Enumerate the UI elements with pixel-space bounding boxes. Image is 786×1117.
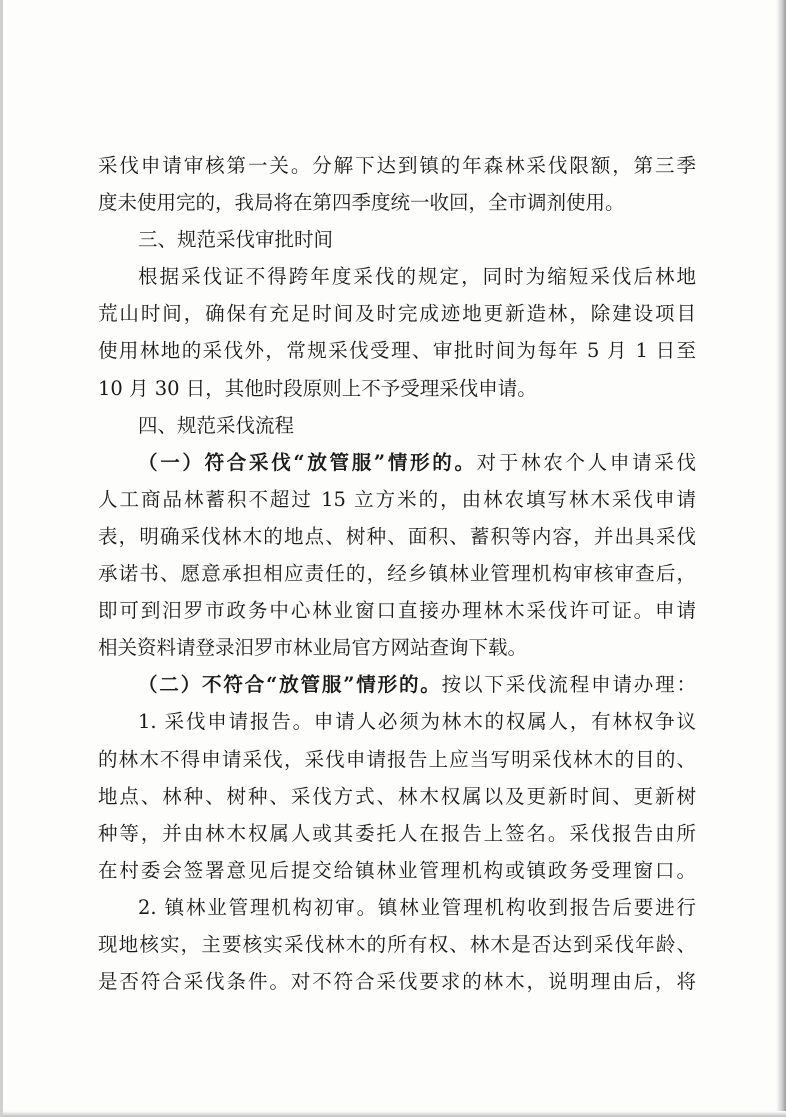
paragraph-line-16: 1. 采伐申请报告。申请人必须为林木的权属人，有林权争议 bbox=[138, 710, 696, 734]
paragraph-line-5: 荒山时间，确保有充足时间及时完成迹地更新造林，除建设项目 bbox=[98, 302, 696, 326]
subsection-text-1: 对于林农个人申请采伐 bbox=[476, 450, 696, 474]
paragraph-line-13: 即可到汨罗市政务中心林业窗口直接办理林木采伐许可证。申请 bbox=[98, 599, 696, 623]
subsection-line-2 bbox=[98, 666, 696, 703]
paragraph-line-1: 采伐申请审核第一关。分解下达到镇的年森林采伐限额，第三季 bbox=[98, 154, 696, 177]
paragraph-line-11: 表，明确采伐林木的地点、树种、面积、蓄积等内容，并出具采伐 bbox=[98, 524, 696, 548]
subsection-heading-2: （二）不符合“放管服”情形的。 bbox=[138, 673, 442, 697]
subsection-heading-1: （一）符合采伐“放管服”情形的。 bbox=[138, 450, 477, 474]
paragraph-line-12: 承诺书、愿意承担相应责任的，经乡镇林业管理机构审核审查后， bbox=[98, 562, 696, 586]
subsection-line-1 bbox=[98, 444, 696, 481]
paragraph-line-10: 人工商品林蓄积不超过 15 立方米的，由林农填写林木采伐申请 bbox=[98, 487, 696, 511]
paragraph-line-7: 10 月 30 日，其他时段原则上不予受理采伐申请。 bbox=[98, 376, 537, 400]
subsection-text-2: 按以下采伐流程申请办理： bbox=[441, 673, 696, 697]
paragraph-line-17: 的林木不得申请采伐，采伐申请报告上应当写明采伐林木的目的、 bbox=[98, 747, 696, 771]
section-heading-4: 四、规范采伐流程 bbox=[138, 413, 295, 437]
paragraph-line-21: 2. 镇林业管理机构初审。镇林业管理机构收到报告后要进行 bbox=[138, 895, 696, 919]
paragraph-line-20: 在村委会签署意见后提交给镇林业管理机构或镇政务受理窗口。 bbox=[98, 858, 696, 882]
document-body bbox=[98, 147, 696, 1000]
scan-right-edge bbox=[776, 0, 786, 1117]
paragraph-line-4: 根据采伐证不得跨年度采伐的规定，同时为缩短采伐后林地 bbox=[138, 265, 696, 289]
paragraph-line-6: 使用林地的采伐外，常规采伐受理、审批时间为每年 5 月 1 日至 bbox=[98, 339, 696, 363]
paragraph-line-18: 地点、林种、树种、采伐方式、林木权属以及更新时间、更新树 bbox=[98, 784, 696, 808]
scan-bottom-edge bbox=[3, 1111, 786, 1117]
paragraph-line-14: 相关资料请登录汨罗市林业局官方网站查询下载。 bbox=[98, 636, 528, 660]
section-heading-3: 三、规范采伐审批时间 bbox=[138, 228, 334, 252]
paragraph-line-22: 现地核实，主要核实采伐林木的所有权、林木是否达到采伐年龄、 bbox=[98, 932, 696, 956]
paragraph-line-23: 是否符合采伐条件。对不符合采伐要求的林木，说明理由后，将 bbox=[98, 970, 696, 994]
paragraph-line-19: 种等，并由林木权属人或其委托人在报告上签名。采伐报告由所 bbox=[98, 821, 696, 845]
paragraph-line-2: 度未使用完的，我局将在第四季度统一收回，全市调剂使用。 bbox=[98, 191, 625, 215]
